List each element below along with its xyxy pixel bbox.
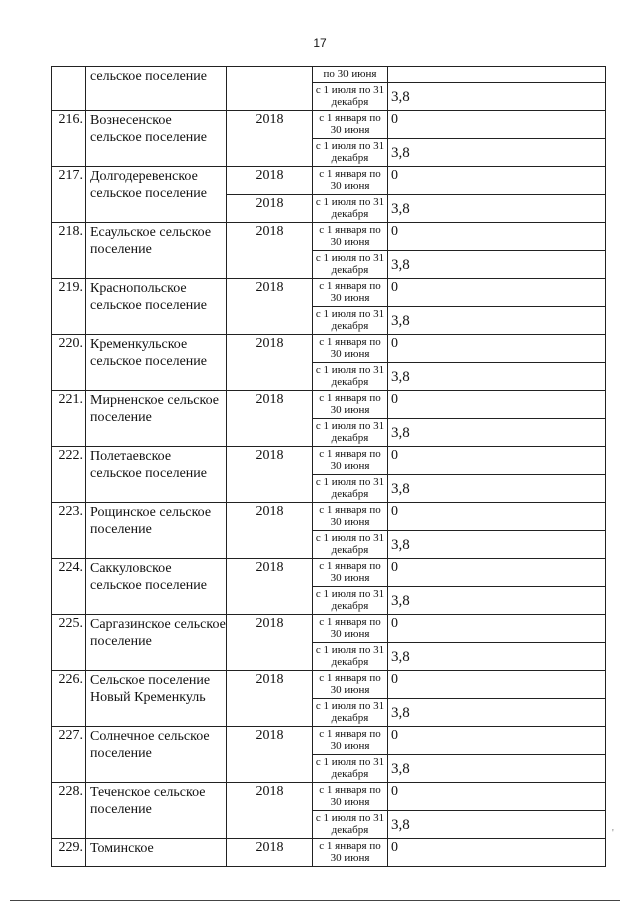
rate-cell: 3,8 (388, 419, 606, 447)
page-bottom-border (10, 900, 620, 901)
period-cell: с 1 января по 30 июня (313, 503, 388, 531)
row-number: 226. (52, 671, 86, 727)
period-cell: с 1 июля по 31 декабря (313, 587, 388, 615)
rate-cell: 0 (388, 503, 606, 531)
settlement-name: Теченское сельское поселение (86, 783, 227, 839)
period-cell: с 1 января по 30 июня (313, 279, 388, 307)
table-row (52, 783, 606, 811)
period-cell: с 1 января по 30 июня (313, 391, 388, 419)
period-cell: с 1 января по 30 июня (313, 783, 388, 811)
table-row (52, 727, 606, 755)
period-cell: с 1 июля по 31 декабря (313, 811, 388, 839)
table-row (52, 447, 606, 475)
page-number: 17 (313, 36, 327, 50)
period-cell: с 1 июля по 31 декабря (313, 139, 388, 167)
rate-cell (388, 67, 606, 83)
period-cell: с 1 января по 30 июня (313, 223, 388, 251)
period-cell: с 1 июля по 31 декабря (313, 307, 388, 335)
period-cell: с 1 июля по 31 декабря (313, 475, 388, 503)
rate-cell: 3,8 (388, 643, 606, 671)
row-number: 222. (52, 447, 86, 503)
period-cell: с 1 июля по 31 декабря (313, 363, 388, 391)
number-cell (52, 67, 86, 111)
year-cell: 2018 (227, 279, 313, 335)
settlement-name: Мирненское сельское поселение (86, 391, 227, 447)
rate-cell: 3,8 (388, 587, 606, 615)
table-row (52, 559, 606, 587)
rate-cell: 0 (388, 783, 606, 811)
rate-cell: 3,8 (388, 699, 606, 727)
period-cell: с 1 января по 30 июня (313, 167, 388, 195)
margin-mark: ' (612, 828, 614, 839)
year-cell: 2018 (227, 335, 313, 391)
period-cell: с 1 января по 30 июня (313, 615, 388, 643)
settlement-name: Сельское поселение Новый Кременкуль (86, 671, 227, 727)
rate-cell: 3,8 (388, 755, 606, 783)
year-cell: 2018 (227, 559, 313, 615)
rate-cell: 3,8 (388, 307, 606, 335)
year-cell: 2018 (227, 503, 313, 559)
rate-cell: 0 (388, 391, 606, 419)
year-cell: 2018 (227, 223, 313, 279)
rate-cell: 0 (388, 279, 606, 307)
rate-cell: 3,8 (388, 475, 606, 503)
row-number: 229. (52, 839, 86, 867)
row-number: 227. (52, 727, 86, 783)
settlement-name: Полетаевское сельское поселение (86, 447, 227, 503)
period-cell: с 1 января по 30 июня (313, 671, 388, 699)
period-cell: с 1 января по 30 июня (313, 727, 388, 755)
settlement-name: Томинское (86, 839, 227, 867)
year-cell: 2018 (227, 195, 313, 223)
year-cell: 2018 (227, 615, 313, 671)
table-row (52, 279, 606, 307)
table-row (52, 167, 606, 195)
period-cell: с 1 января по 30 июня (313, 335, 388, 363)
rate-cell: 0 (388, 727, 606, 755)
year-cell: 2018 (227, 167, 313, 195)
year-cell (227, 67, 313, 111)
name-cell: сельское поселение (86, 67, 227, 111)
row-number: 219. (52, 279, 86, 335)
year-cell: 2018 (227, 671, 313, 727)
year-cell: 2018 (227, 783, 313, 839)
rate-cell: 0 (388, 559, 606, 587)
row-number: 223. (52, 503, 86, 559)
row-number: 221. (52, 391, 86, 447)
table-row (52, 111, 606, 139)
settlement-name: Кременкульское сельское поселение (86, 335, 227, 391)
table-row (52, 67, 606, 83)
table-row (52, 391, 606, 419)
rate-cell: 0 (388, 223, 606, 251)
settlement-name: Вознесенское сельское поселение (86, 111, 227, 167)
period-cell: с 1 июля по 31 декабря (313, 699, 388, 727)
settlement-name: Саккуловское сельское поселение (86, 559, 227, 615)
period-cell: с 1 января по 30 июня (313, 447, 388, 475)
year-cell: 2018 (227, 839, 313, 867)
settlement-name: Есаульское сельское поселение (86, 223, 227, 279)
rate-cell: 0 (388, 447, 606, 475)
rate-cell: 3,8 (388, 531, 606, 559)
period-cell: с 1 января по 30 июня (313, 839, 388, 867)
rate-cell: 3,8 (388, 363, 606, 391)
table-row (52, 335, 606, 363)
row-number: 220. (52, 335, 86, 391)
table-row (52, 223, 606, 251)
period-cell: с 1 июля по 31 декабря (313, 251, 388, 279)
period-cell: с 1 июля по 31 декабря (313, 531, 388, 559)
period-cell: с 1 июля по 31 декабря (313, 83, 388, 111)
settlement-name: Краснопольское сельское поселение (86, 279, 227, 335)
rate-cell: 0 (388, 615, 606, 643)
rate-cell: 0 (388, 167, 606, 195)
settlement-name: Саргазинское сельское поселение (86, 615, 227, 671)
row-number: 225. (52, 615, 86, 671)
settlement-name: Рощинское сельское поселение (86, 503, 227, 559)
rate-cell: 0 (388, 671, 606, 699)
table-row (52, 671, 606, 699)
row-number: 217. (52, 167, 86, 223)
table-body (52, 67, 606, 867)
rate-cell: 0 (388, 335, 606, 363)
period-cell: с 1 января по 30 июня (313, 111, 388, 139)
row-number: 228. (52, 783, 86, 839)
period-cell: с 1 июля по 31 декабря (313, 755, 388, 783)
rate-cell: 3,8 (388, 811, 606, 839)
rate-cell: 3,8 (388, 83, 606, 111)
rate-cell: 0 (388, 111, 606, 139)
table-row (52, 615, 606, 643)
period-cell: с 1 июля по 31 декабря (313, 195, 388, 223)
year-cell: 2018 (227, 111, 313, 167)
period-cell: с 1 января по 30 июня (313, 559, 388, 587)
tax-rate-table (51, 66, 606, 867)
period-cell: по 30 июня (313, 67, 388, 83)
row-number: 218. (52, 223, 86, 279)
rate-cell: 0 (388, 839, 606, 867)
table-row (52, 503, 606, 531)
settlement-name: Долгодеревенское сельское поселение (86, 167, 227, 223)
rate-cell: 3,8 (388, 251, 606, 279)
year-cell: 2018 (227, 727, 313, 783)
row-number: 224. (52, 559, 86, 615)
row-number: 216. (52, 111, 86, 167)
rate-cell: 3,8 (388, 195, 606, 223)
year-cell: 2018 (227, 391, 313, 447)
period-cell: с 1 июля по 31 декабря (313, 643, 388, 671)
period-cell: с 1 июля по 31 декабря (313, 419, 388, 447)
settlement-name: Солнечное сельское поселение (86, 727, 227, 783)
table-row (52, 839, 606, 867)
rate-cell: 3,8 (388, 139, 606, 167)
year-cell: 2018 (227, 447, 313, 503)
